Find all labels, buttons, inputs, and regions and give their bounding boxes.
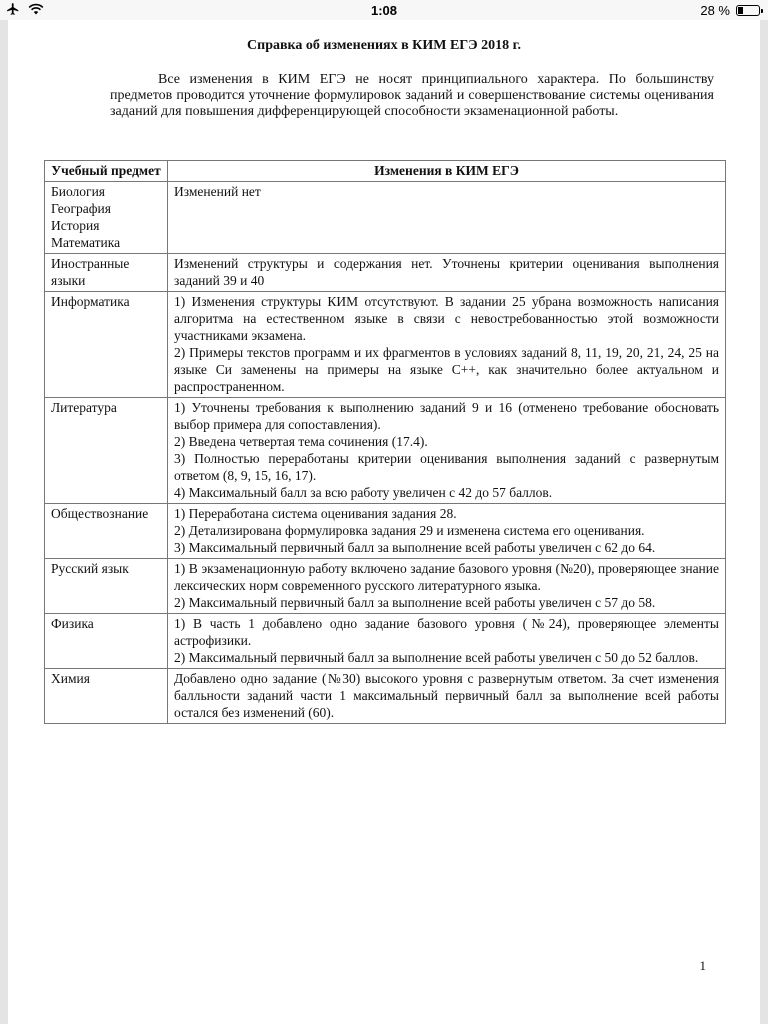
changes-cell [168,254,726,292]
changes-cell [168,182,726,254]
subject-cell: Биология География История Математика [45,182,168,254]
intro-paragraph: Все изменения в КИМ ЕГЭ не носят принципиального характера. По большинству предметов проводится уточнение формулировок заданий и совершенствование системы оценивания заданий для повышения дифференцирующей способности экзаменационной работы. [110,72,714,119]
changes-cell [168,614,726,669]
document-title: Справка об изменениях в КИМ ЕГЭ 2018 г. [247,38,521,53]
battery-level-fill [738,7,743,14]
page-number: 1 [699,958,706,973]
subject-cell: Русский язык [45,559,168,614]
change-item: 1) Переработана система оценивания задания 28. [174,506,457,521]
changes-cell [168,292,726,398]
change-item: 2) Максимальный первичный балл за выполнение всей работы увеличен с 57 до 58. [174,595,656,610]
table-row [45,292,726,398]
table-header-row [45,161,726,182]
table-row [45,614,726,669]
change-item: 3) Максимальный первичный балл за выполнение всей работы увеличен с 62 до 64. [174,540,656,555]
changes-table [44,160,726,724]
change-item: 2) Примеры текстов программ и их фрагментов в условиях заданий 8, 11, 19, 20, 21, 24, 25 на языке Си заменены на примеры на языке С++, как значительно более актуальном и распространенном. [174,345,719,394]
changes-cell [168,398,726,504]
subject-cell: Иностранные языки [45,254,168,292]
change-item: 2) Детализирована формулировка задания 29 и изменена система его оценивания. [174,523,645,538]
change-item: Изменений нет [174,184,261,199]
table-row [45,504,726,559]
table-body [45,182,726,724]
clock: 1:08 [370,3,398,18]
document-page [8,20,760,1024]
change-item: Добавлено одно задание (№30) высокого уровня с развернутым ответом. За счет изменения балльности заданий части 1 максимальный первичный балл за выполнение всей работы остался без изменений (60). [174,671,719,720]
header-changes: Изменения в КИМ ЕГЭ [168,161,726,182]
change-item: 2) Максимальный первичный балл за выполнение всей работы увеличен с 50 до 52 баллов. [174,650,699,665]
battery-percentage: 28 % [700,3,730,18]
change-item: 1) В экзаменационную работу включено задание базового уровня (№20), проверяющее знание лексических норм современного русского литературного языка. [174,561,719,593]
changes-cell [168,504,726,559]
table-row [45,254,726,292]
subject-cell: Литература [45,398,168,504]
change-item: Изменений структуры и содержания нет. Уточнены критерии оценивания выполнения заданий 39 и 40 [174,256,719,288]
change-item: 1) Изменения структуры КИМ отсутствуют. В задании 25 убрана возможность написания алгоритма на естественном языке в связи с невостребованностью этой возможности участниками экзамена. [174,294,719,343]
battery-icon [736,5,760,16]
subject-cell: Обществознание [45,504,168,559]
table-row [45,559,726,614]
change-item: 3) Полностью переработаны критерии оценивания выполнения заданий с развернутым ответом (8, 9, 15, 16, 17). [174,451,719,483]
subject-cell: Химия [45,669,168,724]
status-bar [0,0,768,20]
table-row [45,398,726,504]
changes-cell [168,559,726,614]
header-subject: Учебный предмет [45,161,168,182]
change-item: 2) Введена четвертая тема сочинения (17.4). [174,434,428,449]
subject-cell: Информатика [45,292,168,398]
change-item: 1) Уточнены требования к выполнению заданий 9 и 16 (отменено требование обосновать выбор примера для сопоставления). [174,400,719,432]
table-row [45,182,726,254]
changes-cell [168,669,726,724]
change-item: 1) В часть 1 добавлено одно задание базового уровня (№24), проверяющее элементы астрофизики. [174,616,719,648]
change-item: 4) Максимальный балл за всю работу увеличен с 42 до 57 баллов. [174,485,553,500]
subject-cell: Физика [45,614,168,669]
table-row [45,669,726,724]
